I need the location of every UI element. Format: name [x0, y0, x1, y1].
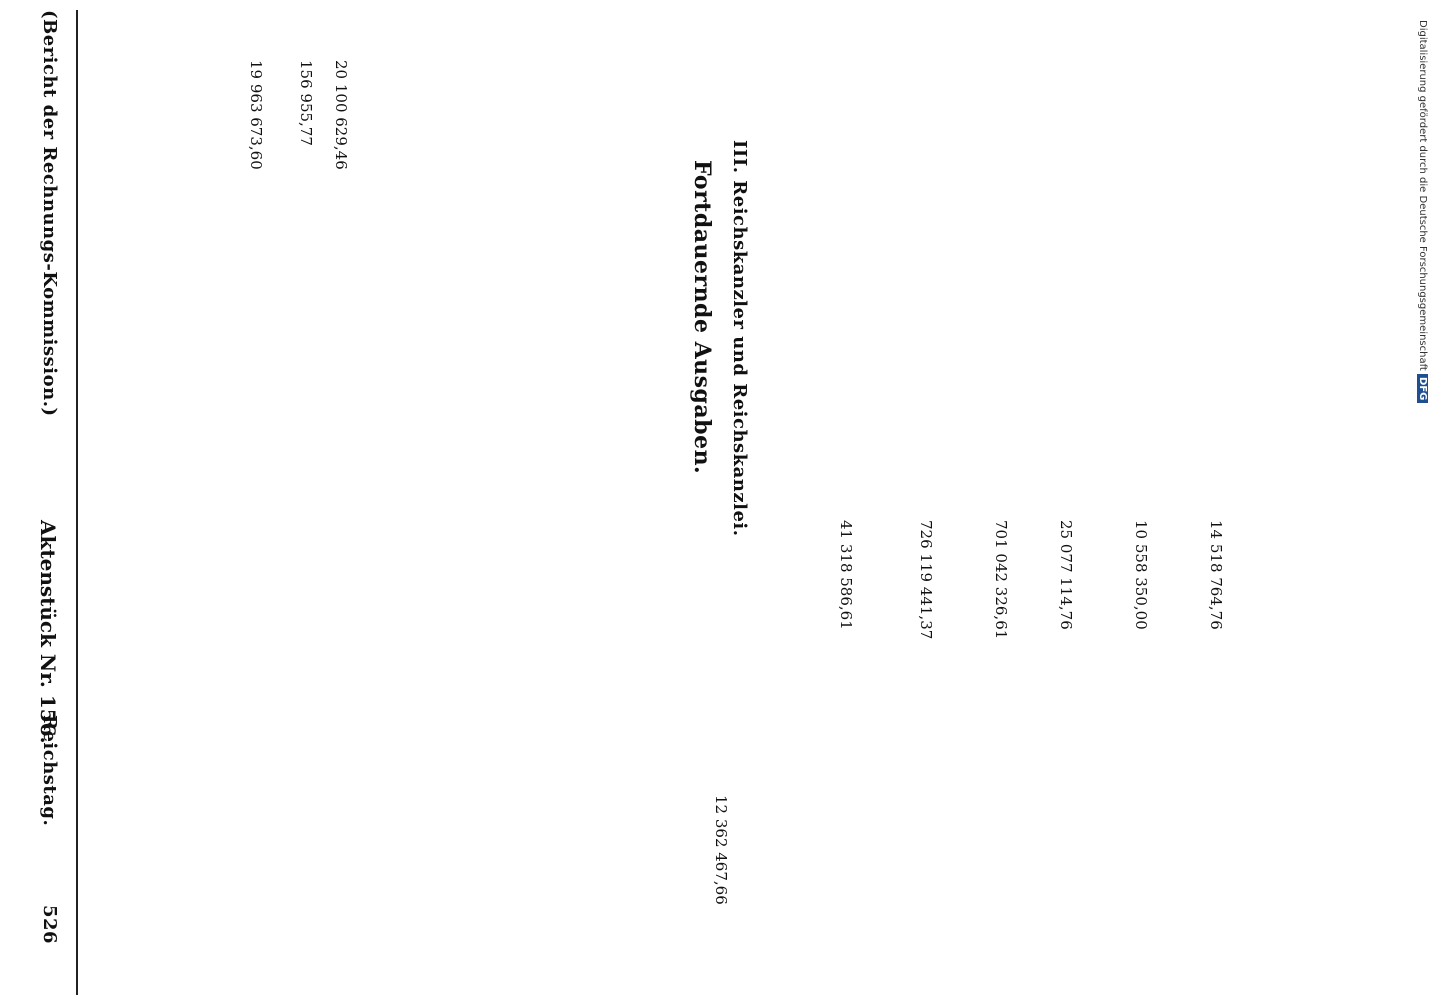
- figure-a: 12 362 467,66: [712, 795, 730, 905]
- header-right: (Bericht der Rechnungs-Kommission.): [39, 10, 60, 417]
- dfg-logo: DFG: [1417, 374, 1428, 403]
- section-subheading: III. Reichskanzler und Reichskanzlei.: [729, 140, 750, 537]
- digitization-credit: Digitalisierung gefördert durch die Deutsche Forschungsgemeinschaft DFG: [1417, 20, 1428, 403]
- figure-i: 156 955,77: [297, 60, 315, 146]
- page-number: 526: [39, 905, 60, 945]
- figure-d: 701 042 326,61: [992, 520, 1010, 640]
- header-center: Aktenstück Nr. 156.: [36, 520, 60, 744]
- figure-h: 19 963 673,60: [247, 60, 265, 170]
- figure-j: 20 100 629,46: [332, 60, 350, 170]
- figure-c: 726 119 441,37: [917, 520, 935, 640]
- figure-f: 10 558 350,00: [1132, 520, 1150, 630]
- figure-b: 41 318 586,61: [837, 520, 855, 630]
- header-rule: [76, 10, 78, 995]
- section-heading: Fortdauernde Ausgaben.: [689, 160, 715, 475]
- column-left: [80, 510, 800, 990]
- header-left: Reichstag.: [39, 715, 60, 827]
- figure-e: 25 077 114,76: [1057, 520, 1075, 630]
- figure-g: 14 518 764,76: [1207, 520, 1225, 630]
